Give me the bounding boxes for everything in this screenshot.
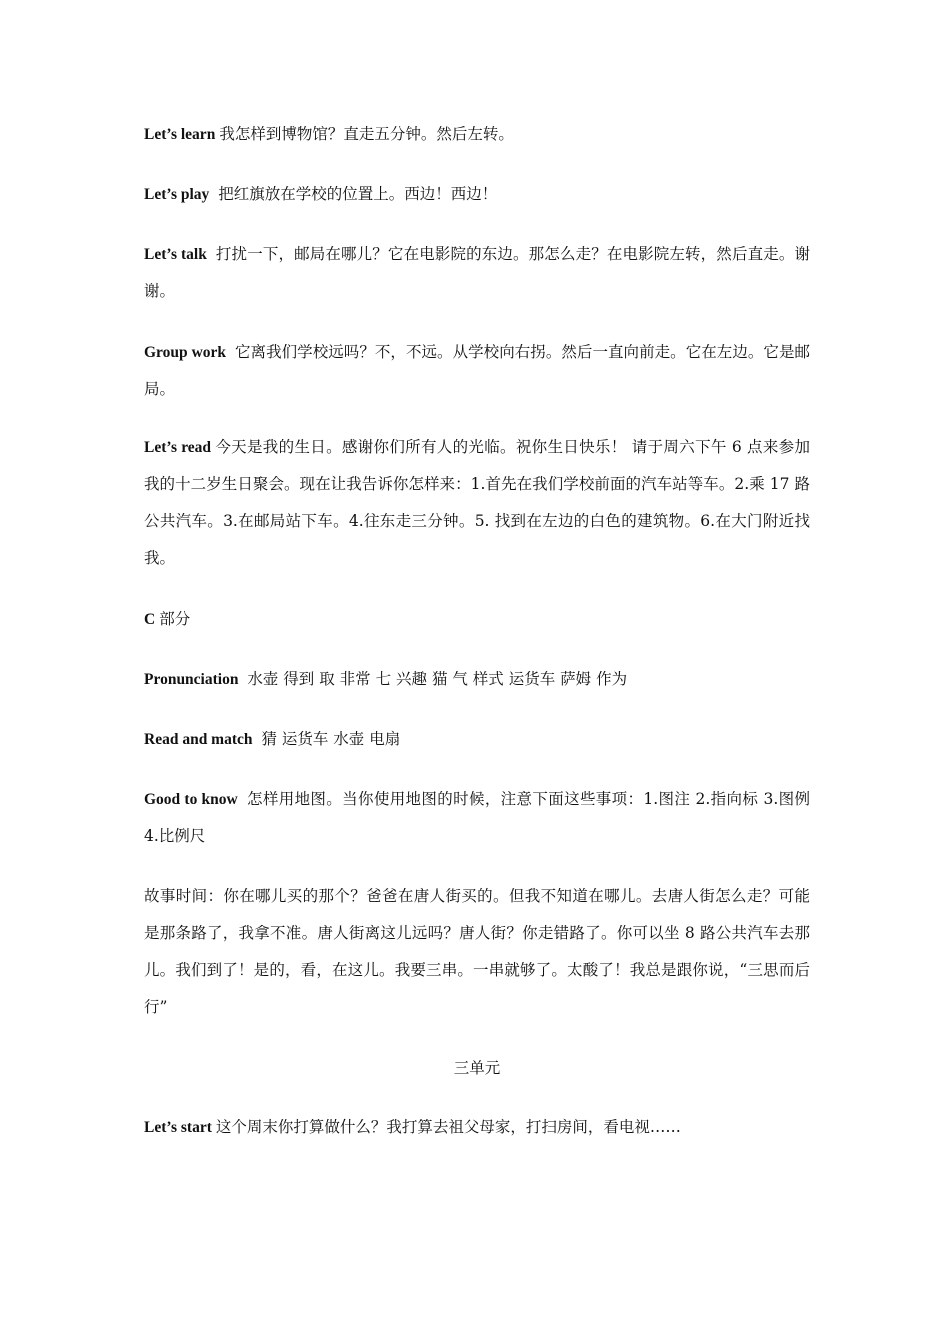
- paragraph-read-and-match: [144, 727, 810, 752]
- paragraph-text: 猜 运货车 水壶 电扇: [256, 730, 401, 748]
- paragraph-lets-read: [144, 429, 810, 577]
- paragraph-lets-talk: [144, 236, 810, 309]
- paragraph-heading: Read and match: [144, 731, 253, 748]
- paragraph-heading: Let’s play: [144, 186, 210, 203]
- paragraph-heading: Let’s read: [144, 439, 212, 456]
- paragraph-heading: Good to know: [144, 791, 238, 808]
- unit-heading: 三单元: [453, 1059, 501, 1077]
- paragraph-text: 故事时间：你在哪儿买的那个？爸爸在唐人街买的。但我不知道在哪儿。去唐人街怎么走？可能是那条路了，我拿不准。唐人街离这儿远吗？唐人街？你走错路了。你可以坐 8 路公共汽车去那儿。我们到了！是的，看，在这儿。我要三串。一串就够了。太酸了！我总是跟你说，“三思而后行”: [144, 887, 810, 1016]
- paragraph-text: 我怎样到博物馆？直走五分钟。然后左转。: [219, 125, 514, 143]
- paragraph-heading: Let’s talk: [144, 246, 207, 263]
- paragraph-heading: Let’s start: [144, 1119, 212, 1136]
- paragraph-text: 把红旗放在学校的位置上。西边！西边！: [213, 185, 498, 203]
- paragraph-text: 它离我们学校远吗？不，不远。从学校向右拐。然后一直向前走。它在左边。它是邮局。: [144, 343, 810, 398]
- paragraph-good-to-know: [144, 781, 810, 854]
- paragraph-text: 怎样用地图。当你使用地图的时候，注意下面这些事项：1.图注 2.指向标 3.图例 4.比例尺: [144, 790, 810, 845]
- paragraph-lets-learn: [144, 122, 810, 147]
- paragraph-text: 今天是我的生日。感谢你们所有人的光临。祝你生日快乐！ 请于周六下午 6 点来参加我的十二岁生日聚会。现在让我告诉你怎样来：1.首先在我们学校前面的汽车站等车。2.乘 17 路公共汽车。3.在邮局站下车。4.往东走三分钟。5. 找到在左边的白色的建筑物。6.在大门附近找我。: [144, 438, 810, 567]
- paragraph-story-time: [144, 878, 810, 1026]
- paragraph-heading: Let’s learn: [144, 126, 216, 143]
- paragraph-pronunciation: [144, 667, 810, 692]
- paragraph-text: 部分: [159, 610, 191, 628]
- paragraph-heading: Group work: [144, 344, 227, 361]
- paragraph-lets-play: [144, 182, 810, 207]
- paragraph-heading: Pronunciation: [144, 671, 239, 688]
- paragraph-section-c: [144, 607, 810, 632]
- paragraph-text: 打扰一下，邮局在哪儿？它在电影院的东边。那怎么走？在电影院左转，然后直走。谢谢。: [144, 245, 810, 300]
- paragraph-lets-start: [144, 1115, 810, 1140]
- paragraph-text: 这个周末你打算做什么？我打算去祖父母家，打扫房间，看电视……: [215, 1118, 681, 1136]
- paragraph-text: 水壶 得到 取 非常 七 兴趣 猫 气 样式 运货车 萨姆 作为: [242, 670, 628, 688]
- paragraph-heading: C: [144, 611, 156, 628]
- paragraph-group-work: [144, 334, 810, 407]
